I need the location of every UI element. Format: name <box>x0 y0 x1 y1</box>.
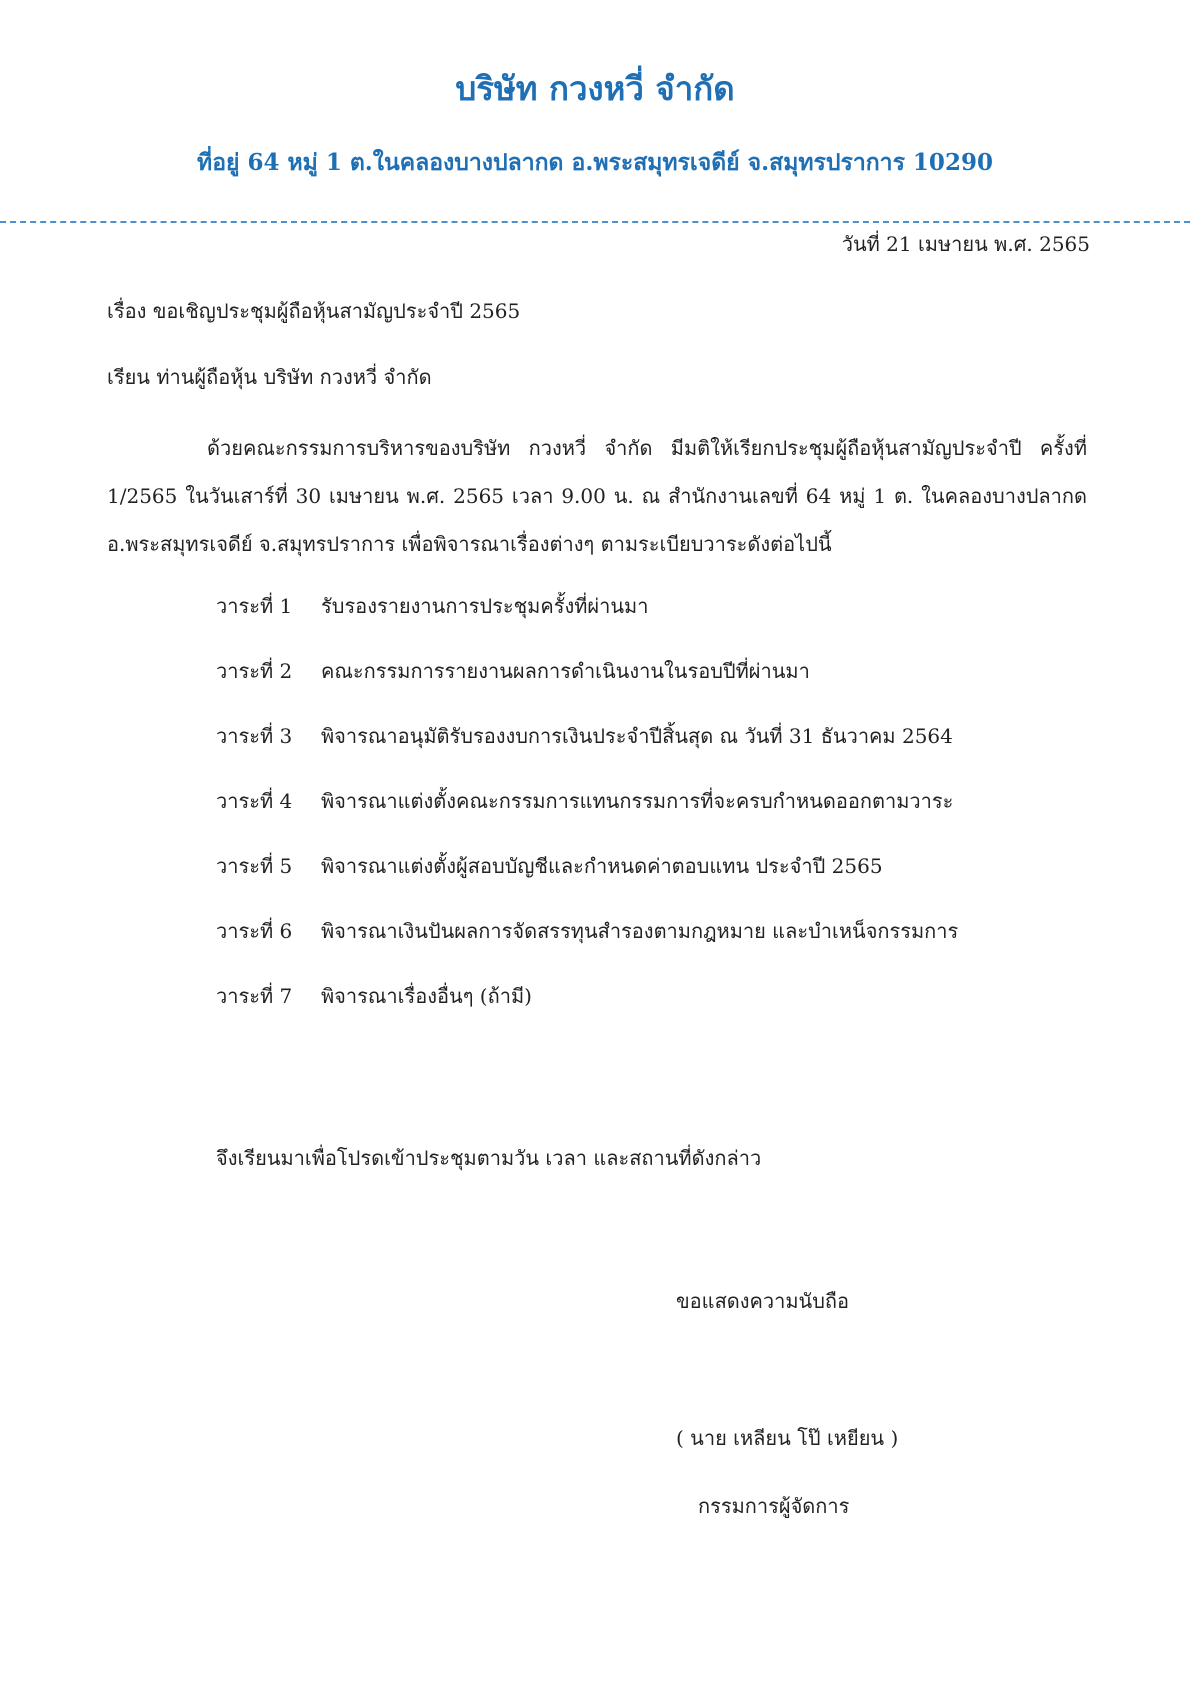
regards-text: ขอแสดงความนับถือ <box>676 1289 850 1313</box>
agenda-number: วาระที่ 3 <box>216 724 293 748</box>
agenda-text: คณะกรรมการรายงานผลการดำเนินงานในรอบปีที่ผ่านมา <box>321 659 810 683</box>
closing-statement: จึงเรียนมาเพื่อโปรดเข้าประชุมตามวัน เวลา และสถานที่ดังกล่าว <box>216 1146 762 1170</box>
body-text: ด้วยคณะกรรมการบริหารของบริษัท กวงหวี่ จำกัด มีมติให้เรียกประชุมผู้ถือหุ้นสามัญประจำปี ครั้งที่ 1/2565 ในวันเสาร์ที่ 30 เมษายน พ.ศ. 2565 เวลา 9.00 น. ณ สำนักงานเลขที่ 64 หมู่ 1 ต. ในคลองบางปลากด อ.พระสมุทรเจดีย์ จ.สมุทรปราการ เพื่อพิจารณาเรื่องต่างๆ ตามระเบียบวาระดังต่อไปนี้ <box>107 436 1087 556</box>
signer-name: ( นาย เหลียน โป๊ เหยียน ) <box>676 1426 899 1450</box>
agenda-text: พิจารณาแต่งตั้งคณะกรรมการแทนกรรมการที่จะครบกำหนดออกตามวาระ <box>321 789 954 813</box>
agenda-number: วาระที่ 5 <box>216 854 293 878</box>
company-address: ที่อยู่ 64 หมู่ 1 ต.ในคลองบางปลากด อ.พระสมุทรเจดีย์ จ.สมุทรปราการ 10290 <box>197 149 993 176</box>
agenda-text: พิจารณาอนุมัติรับรองงบการเงินประจำปีสิ้นสุด ณ วันที่ 31 ธันวาคม 2564 <box>321 724 953 748</box>
agenda-number: วาระที่ 2 <box>216 659 293 683</box>
agenda-item <box>216 850 958 915</box>
agenda-number: วาระที่ 1 <box>216 594 293 618</box>
agenda-number: วาระที่ 7 <box>216 984 293 1008</box>
signer-title: กรรมการผู้จัดการ <box>698 1494 850 1518</box>
agenda-text: พิจารณาเรื่องอื่นๆ (ถ้ามี) <box>321 984 532 1008</box>
letter-subject: เรื่อง ขอเชิญประชุมผู้ถือหุ้นสามัญประจำปี 2565 <box>107 299 521 323</box>
agenda-text: รับรองรายงานการประชุมครั้งที่ผ่านมา <box>321 594 649 618</box>
agenda-list <box>216 590 958 1045</box>
agenda-text: พิจารณาแต่งตั้งผู้สอบบัญชีและกำหนดค่าตอบแทน ประจำปี 2565 <box>321 854 883 878</box>
agenda-number: วาระที่ 4 <box>216 789 293 813</box>
agenda-item <box>216 980 958 1045</box>
header-divider <box>0 221 1190 223</box>
agenda-text: พิจารณาเงินปันผลการจัดสรรทุนสำรองตามกฎหมาย และบำเหน็จกรรมการ <box>321 919 959 943</box>
agenda-item <box>216 915 958 980</box>
agenda-item <box>216 785 958 850</box>
company-name: บริษัท กวงหวี่ จำกัด <box>455 69 735 108</box>
agenda-item <box>216 655 958 720</box>
agenda-number: วาระที่ 6 <box>216 919 293 943</box>
letter-date: วันที่ 21 เมษายน พ.ศ. 2565 <box>841 232 1090 256</box>
letter-body <box>107 424 1087 568</box>
letter-recipient: เรียน ท่านผู้ถือหุ้น บริษัท กวงหวี่ จำกัด <box>107 365 432 389</box>
agenda-item <box>216 720 958 785</box>
agenda-item <box>216 590 958 655</box>
